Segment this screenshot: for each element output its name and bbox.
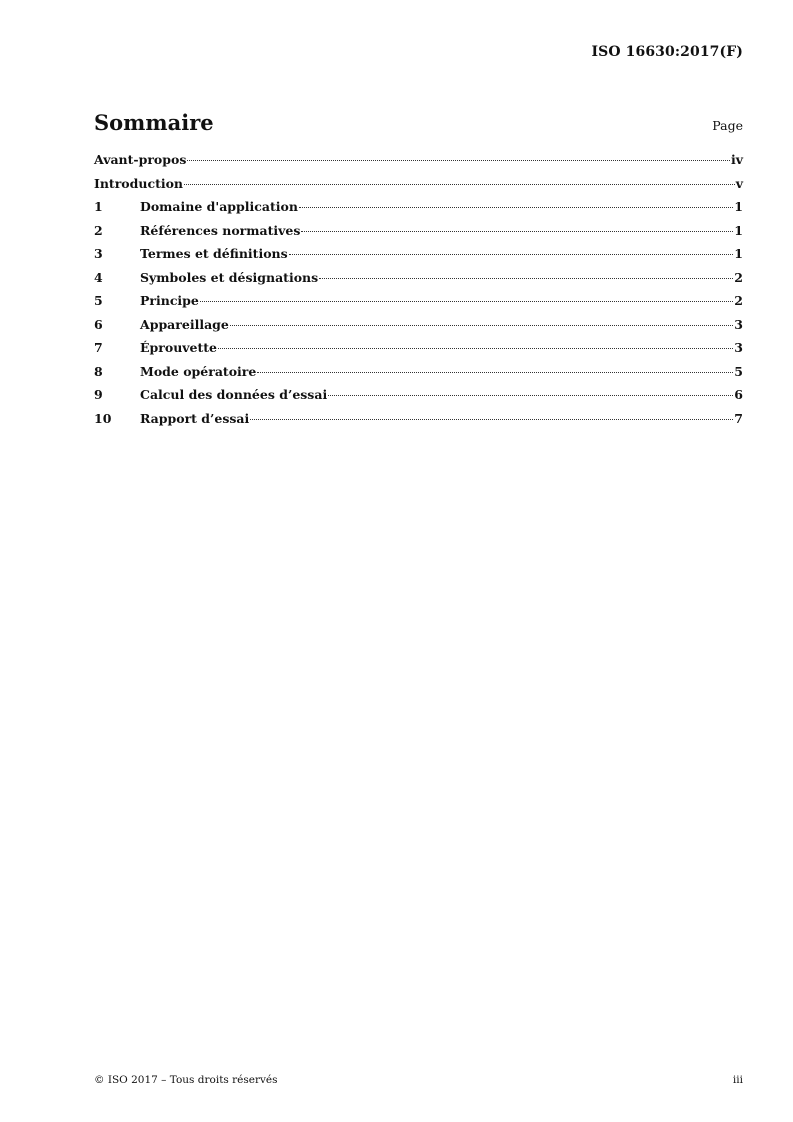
toc-entry-page: 2: [734, 269, 743, 285]
toc-entry-section-8[interactable]: [94, 364, 743, 388]
toc-entry-title: Références normatives: [140, 222, 301, 238]
toc-entry-title: Rapport d’essai: [140, 410, 250, 426]
toc-dot-leader: [319, 278, 733, 279]
toc-entry-title: Principe: [140, 293, 199, 308]
toc-entry-title: Appareillage: [140, 316, 229, 332]
page-number: iii: [732, 1074, 743, 1086]
toc-entry-title: Termes et définitions: [140, 246, 288, 261]
toc-dot-leader: [218, 348, 733, 349]
toc-list: [94, 152, 743, 434]
toc-entry-page: 3: [734, 340, 743, 355]
toc-entry-number: 9: [94, 387, 103, 402]
toc-dot-leader: [187, 160, 730, 161]
toc-heading: [94, 110, 743, 135]
toc-entry-number: 10: [94, 410, 112, 426]
toc-entry-title: Symboles et désignations: [140, 269, 319, 285]
toc-entry-section-3[interactable]: [94, 246, 743, 270]
toc-dot-leader: [200, 301, 733, 302]
toc-entry-number: 8: [94, 363, 103, 379]
toc-entry-number: 6: [94, 316, 103, 332]
toc-entry-title: Domaine d'application: [140, 199, 298, 214]
toc-entry-number: 4: [94, 269, 103, 285]
toc-entry-avant-propos[interactable]: [94, 152, 743, 176]
toc-entry-page: 6: [734, 387, 743, 402]
toc-dot-leader: [299, 207, 733, 208]
toc-entry-page: 2: [734, 293, 743, 308]
toc-entry-page: 1: [734, 246, 743, 261]
page-footer: [94, 1074, 743, 1086]
copyright-notice: © ISO 2017 – Tous droits réservés: [94, 1074, 278, 1086]
toc-dot-leader: [301, 231, 733, 232]
toc-entry-section-2[interactable]: [94, 223, 743, 247]
toc-entry-section-9[interactable]: [94, 387, 743, 411]
toc-entry-page: v: [735, 175, 743, 191]
toc-dot-leader: [257, 372, 733, 373]
toc-title: Sommaire: [94, 110, 214, 135]
toc-entry-number: 1: [94, 199, 103, 214]
toc-entry-title: Éprouvette: [140, 340, 217, 355]
toc-entry-page: 7: [734, 410, 743, 426]
toc-entry-number: 3: [94, 246, 103, 261]
toc-dot-leader: [250, 419, 733, 420]
toc-entry-section-6[interactable]: [94, 317, 743, 341]
toc-entry-number: 7: [94, 340, 103, 355]
toc-entry-introduction[interactable]: [94, 176, 743, 200]
toc-entry-number: 2: [94, 222, 103, 238]
toc-page-column-label: Page: [712, 118, 743, 133]
toc-entry-section-7[interactable]: [94, 340, 743, 364]
toc-entry-page: 5: [734, 363, 743, 379]
toc-entry-title: Calcul des données d’essai: [140, 387, 328, 402]
document-id: ISO 16630:2017(F): [591, 44, 743, 60]
toc-entry-title: Avant-propos: [94, 152, 187, 167]
toc-entry-section-5[interactable]: [94, 293, 743, 317]
toc-dot-leader: [184, 184, 735, 185]
toc-entry-title: Mode opératoire: [140, 363, 257, 379]
toc-entry-page: 3: [734, 316, 743, 332]
toc-entry-section-4[interactable]: [94, 270, 743, 294]
toc-entry-page: 1: [734, 222, 743, 238]
toc-entry-section-1[interactable]: [94, 199, 743, 223]
toc-entry-title: Introduction: [94, 175, 184, 191]
toc-entry-number: 5: [94, 293, 103, 308]
toc-entry-section-10[interactable]: [94, 411, 743, 435]
toc-entry-page: 1: [734, 199, 743, 214]
toc-dot-leader: [328, 395, 733, 396]
toc-dot-leader: [289, 254, 734, 255]
toc-entry-page: iv: [730, 152, 743, 167]
toc-dot-leader: [230, 325, 733, 326]
